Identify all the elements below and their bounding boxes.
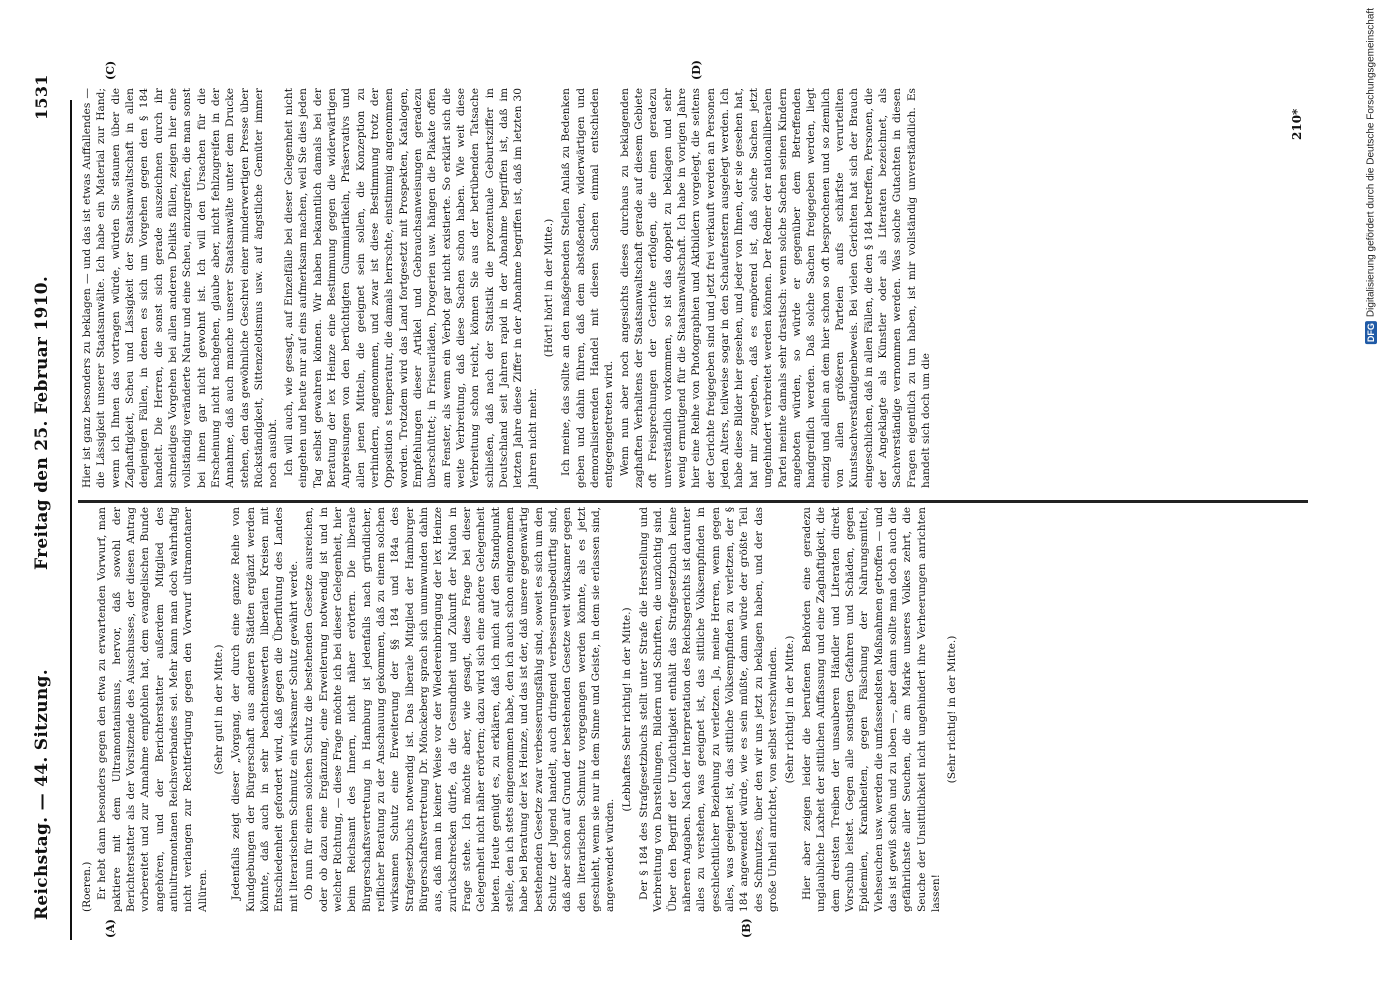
column-divider — [78, 500, 1308, 503]
paragraph: Der § 184 des Strafgesetzbuchs stellt unter Strafe die Herstellung und Verbreitung von Darstellungen, Bildern und Schriften, die unzüchtig sind. Über den Begriff der Unzüchtigkeit enthält das Strafgesetzbuch keine näheren Angaben. Nach der Interpretation des Reichsgerichts ist darunter alles zu verstehen, was geeignet ist, das sittliche Volksempfinden in geschlechtlicher Beziehung zu verletzen. Ja, meine Herren, wenn gegen alles, was geeignet ist, das sittliche Volksempfinden zu verletzen, der § 184 angewendet würde, wie es sein müßte, dann würde der größte Teil des Schmutzes, über den wir uns jetzt zu beklagen haben, und der das große Unheil anrichtet, von selbst verschwinden. — [638, 507, 780, 912]
interjection: (Sehr richtig! in der Mitte.) — [783, 635, 796, 784]
dfg-logo-icon: DFG — [1366, 323, 1376, 343]
paragraph: Ich meine, das sollte an den maßgebenden Stellen Anlaß zu Bedenken geben und dahin führen, daß dem abstoßenden, widerwärtigen und demoralisierenden Handel mit diesen Sachen einmal entschieden entgegengetreten wird. — [560, 88, 616, 488]
right-text-column — [80, 88, 934, 488]
margin-marker-c: (C) — [104, 60, 117, 80]
paragraph: Jedenfalls zeigt dieser „Vorgang, der durch eine ganze Reihe von Kundgebungen der Bürgerschaft aus anderen Städten ergänzt werden könnte, daß auch in sehr beachtenswerten liberalen Kreisen mit Entschiedenheit gefordert wird, daß gegen die Überflutung des Landes mit literarischem Schmutz ein wirksamer Schutz gewährt werde. — [230, 507, 300, 912]
page-header-session: Reichstag. — 44. Sitzung. — [32, 669, 52, 920]
margin-marker-a: (A) — [104, 919, 117, 938]
paragraph: Er hebt dann besonders gegen den etwa zu erwartenden Vorwurf, man paktiere mit dem Ultramontanismus, hervor, daß sowohl der Berichterstatter als der Vorsitzende des Ausschusses, der diesen Antrag vorbereitet und zur Annahme empfohlen hat, dem evangelischen Bunde angehören, und der Berichterstatter außerdem Mitglied des antiultramontanen Reichsverbandes sei. Mehr kann man doch wahrhaftig nicht verlangen zur Rechtfertigung gegen den Vorwurf ultramontaner Allüren. — [96, 507, 209, 912]
paragraph: Ob nun für einen solchen Schutz die bestehenden Gesetze ausreichen, oder ob dazu eine Ergänzung, eine Erweiterung notwendig ist und in welcher Richtung, — diese Frage möchte ich bei dieser Gelegenheit, hier beim Reichsamt des Innern, nicht näher erörtern. Die liberale Bürgerschaftsvertretung in Hamburg ist jedenfalls nach gründlicher, reiflicher Beratung zu der Anschauung gekommen, daß zu einem solchen wirksamen Schutz eine Erweiterung der §§ 184 und 184a des Strafgesetzbuchs notwendig ist. Das liberale Mitglied der Hamburger Bürgerschaftsvertretung Dr. Mönckeberg sprach sich unumwunden dahin aus, daß man in keiner Weise vor der Wiedereinbringung der lex Heinze zurückschrecken dürfe, da die Gesundheit und Zukunft der Nation in Frage stehe. Ich möchte aber, wie gesagt, diese Frage bei dieser Gelegenheit nicht näher erörtern; dazu wird sich eine andere Gelegenheit bieten. Heute genügt es, zu erklären, daß ich mich auf den Standpunkt stelle, den ich stets eingenommen habe, den ich auch schon eingenommen habe bei Beratung der lex Heinze, und das ist der, daß unsere gegenwärtig bestehenden Gesetze zwar verbesserungsfähig sind, soweit es sich um den Schutz der Jugend handelt, auch dringend verbesserungsbedürftig sind, daß aber schon auf Grund der bestehenden Gesetze weit wirksamer gegen den literarischen Schmutz vorgegangen werden könnte, als es jetzt geschieht, wenn sie nur in dem Sinne und Geiste, in dem sie erlassen sind, angewendet würden. — [303, 507, 617, 912]
paragraph: Hier ist ganz besonders zu beklagen — und das ist etwas Auffallendes — die Lässigkeit unserer Staatsanwälte. Ich habe ein Material zur Hand; wenn ich Ihnen das vortragen würde, würden Sie staunen über die Zaghaftigkeit, Scheu und Lässigkeit der Staatsanwaltschaft in allen denjenigen Fällen, in denen es sich um Vorgehen gegen den § 184 handelt. Die Herren, die sonst sich gerade auszeichnen durch ihr schneidiges Vorgehen bei allen anderen Delikts fällen, zeigen hier eine vollständig veränderte Natur und eine Scheu, einzugreifen, die man sonst bei ihnen gar nicht gewohnt ist. Ich will den Ursachen für die Erscheinung nicht nachgehen, glaube aber, nicht fehlzugreifen in der Annahme, daß auch manche unserer Staatsanwälte unter dem Drucke stehen, den das gewöhnliche Geschrei einer minderwertigen Presse über Rückständigkeit, Sittenzelotismus usw. auf ängstliche Gemüter immer noch ausübt. — [81, 88, 280, 488]
paragraph: Hier aber zeigen leider die berufenen Behörden eine geradezu unglaubliche Laxheit der sittlichen Auffassung und eine Zaghaftigkeit, die dem dreisten Treiben der unsauberen Händler und Literaten direkt Vorschub leistet. Gegen alle sonstigen Gefahren und Schäden, gegen Epidemien, Krankheiten, gegen Fälschung der Nahrungsmittel, Viehseuchen usw. werden die umfassendsten Maßnahmen getroffen — und das ist gewiß schön und zu loben —, aber dann sollte man doch auch die gefährlichste aller Seuchen, die am Marke unseres Volkes zehrt, die Seuche der Unsittlichkeit nicht ungehindert ihre Verheerungen anrichten lassen! — [800, 507, 942, 912]
header-rule — [70, 100, 72, 940]
interjection: (Hört! hört! in der Mitte.) — [543, 218, 555, 358]
margin-marker-b: (B) — [740, 918, 753, 938]
page-header-date: Freitag den 25. Februar 1910. — [32, 275, 52, 570]
margin-marker-d: (D) — [690, 60, 703, 80]
paragraph: Wenn nun aber noch angesichts dieses durchaus zu beklagenden zaghaften Verhaltens der Staatsanwaltschaft gerade auf diesem Gebiete oft Freisprechungen der Gerichte erfolgen, die einen geradezu unverständlich vorkommen, so ist das doppelt zu beklagen und sehr wenig ermutigend für die Staatsanwaltschaft. Ich habe in vorigen Jahre hier eine Reihe von Photographien und Aktbildern vorgelegt, die seitens der Gerichte freigegeben sind und jetzt frei verkauft werden an Personen jeden Alters, teilweise sogar in den Schaufenstern ausgelegt werden. Ich habe diese Bilder hier gesehen, und jeder von Ihnen, der sie gesehen hat, hat mir zugegeben, daß es empörend ist, daß solche Sachen jetzt ungehindert verbreitet werden können. Der Redner der nationalliberalen Partei meinte damals sehr drastisch: wenn solche Sachen seinen Kindern angeboten würden, so würde er gegenüber dem Betreffenden handgreiflich werden. Daß solche Sachen freigegeben werden, liegt einzig und allein an dem hier schon so oft besprochenen und so ziemlich von allen größeren Parteien aufs schärfste verurteilten Kunstsachverständigenbeweis. Bei vielen Gerichten hat sich der Brauch eingeschlichen, daß in allen Fällen, die den § 184 betreffen, Personen, die der Angeklagte als Künstler oder als Literaten bezeichnet, als Sachverständige vernommen werden. Was solche Gutachten in diesen Fragen eigentlich zu tun haben, ist mir vollständig unverständlich. Es handelt sich doch um die — [618, 88, 932, 488]
interjection: (Sehr richtig! in der Mitte.) — [946, 635, 959, 784]
left-text-column — [80, 507, 963, 912]
digitization-credit-text: Digitalisierung gefördert durch die Deutsche Forschungsgemeinschaft — [1365, 8, 1377, 318]
digitization-credit — [1365, 8, 1377, 344]
interjection: (Sehr gut! in der Mitte.) — [213, 644, 226, 775]
speaker-name: (Roeren.) — [81, 861, 93, 912]
paragraph: Ich will auch, wie gesagt, auf Einzelfälle bei dieser Gelegenheit nicht eingehen und heute nur auf eins aufmerksam machen, weil Sie dies jeden Tag selbst gewahren können. Wir haben bekanntlich damals bei der Beratung der lex Heinze eine Bestimmung gegen die widerwärtigen Anpreisungen von den berüchtigten Gummiartikeln, Präservativs und allen jenen Mitteln, die geeignet sein sollen, die Konzeption zu verhindern, angenommen, und zwar ist diese Bestimmung trotz der Opposition s temperatur, die damals herrschte, einstimmig angenommen worden. Trotzdem wird das Land fortgesetzt mit Prospekten, Katalogen, Empfehlungen dieser Artikel und Gebrauchsanweisungen geradezu überschüttet; in Friseurläden, Drogerien usw. hängen die Plakate offen am Fenster, als wenn ein Verbot gar nicht existierte. So erklärt sich die weite Verbreitung, daß diese Sachen schon haben. Wie weit diese Verbreitung schon reicht, können Sie aus der betrübenden Tatsache schließen, daß nach der Statistik die prozentuale Geburtsziffer in Deutschland seit Jahren rapid in der Abnahme begriffen ist, daß im letzten Jahre diese Ziffer in der Abnahme begriffen ist, daß im letzten 30 Jahren nicht mehr. — [282, 88, 539, 488]
signature-mark: 210* — [1290, 108, 1304, 140]
interjection: (Lebhaftes Sehr richtig! in der Mitte.) — [620, 607, 633, 812]
page-number: 1531 — [32, 74, 51, 120]
